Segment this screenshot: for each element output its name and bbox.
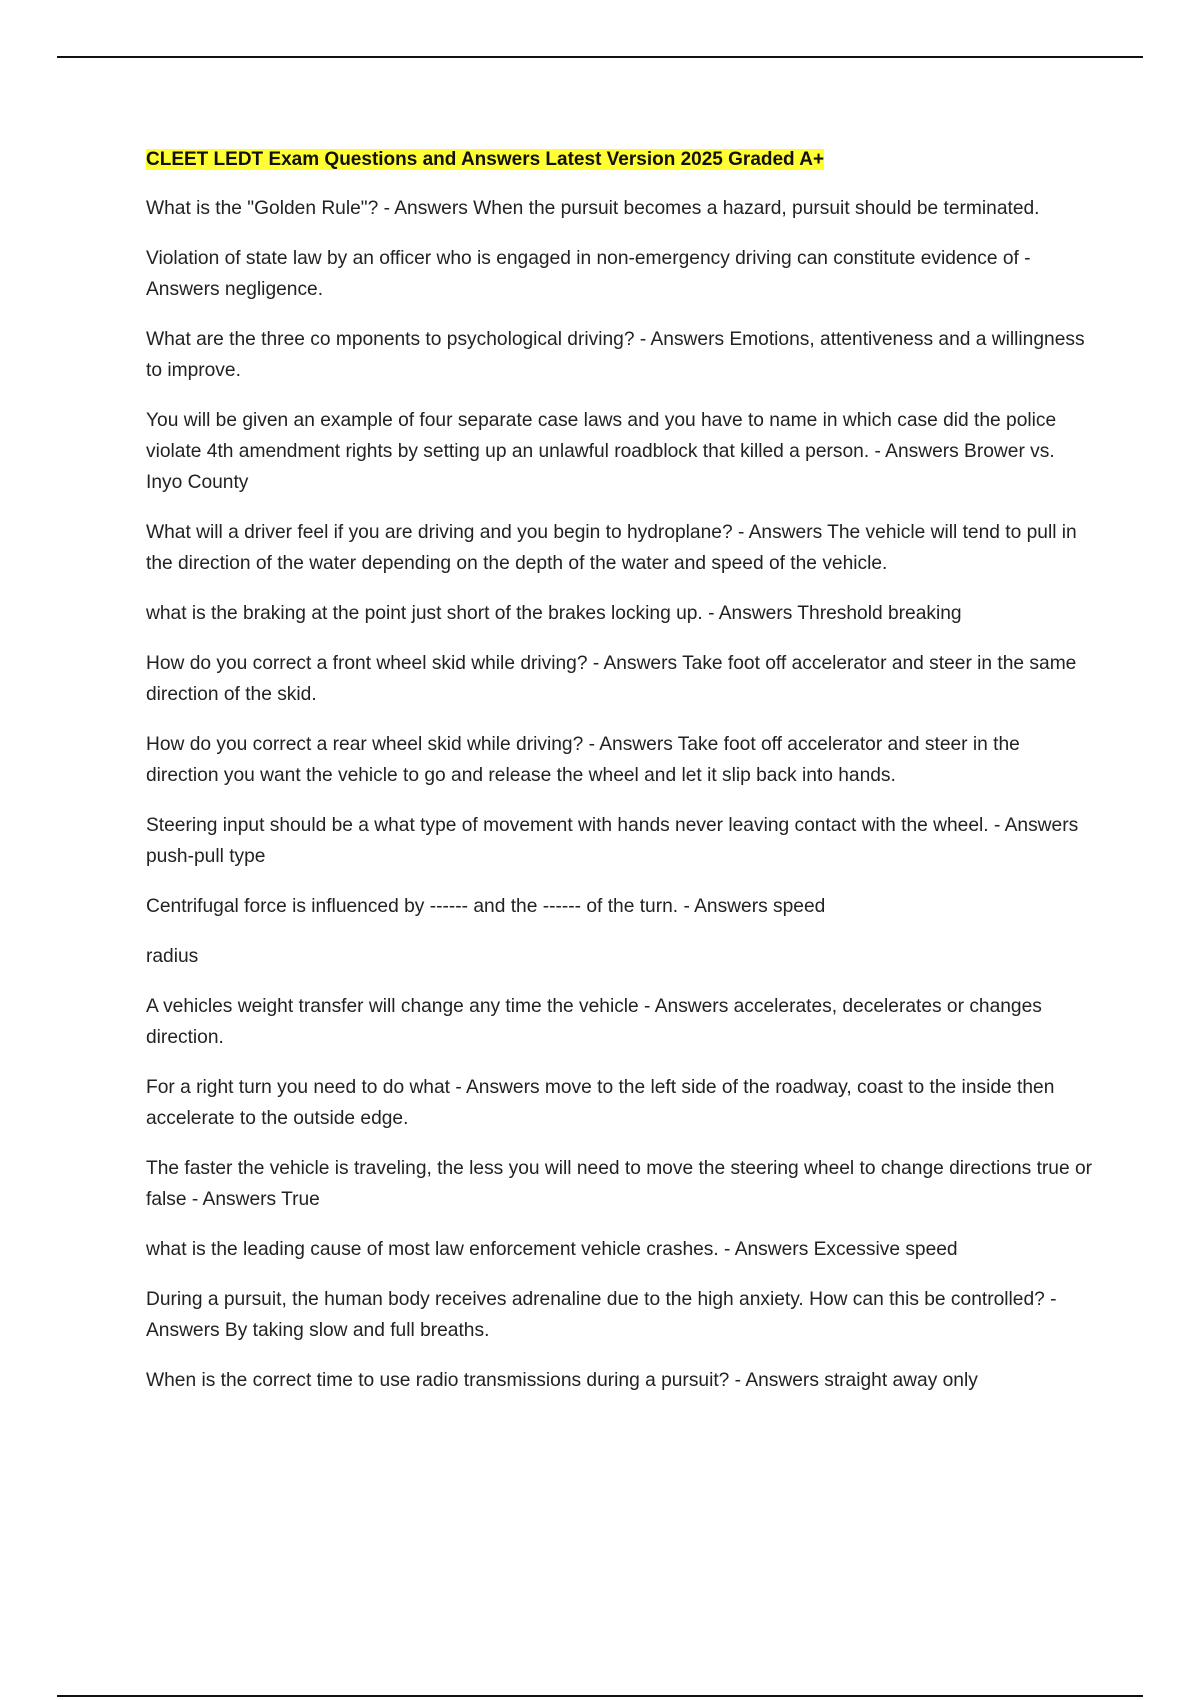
qa-entry: Steering input should be a what type of movement with hands never leaving contact with the wheel. - Answers push-pull type	[146, 815, 1079, 867]
qa-entry: what is the leading cause of most law enforcement vehicle crashes. - Answers Excessive speed	[146, 1239, 958, 1260]
qa-entry: For a right turn you need to do what - Answers move to the left side of the roadway, coast to the inside then accelerate to the outside edge.	[146, 1077, 1055, 1129]
qa-entry: Centrifugal force is influenced by ------ and the ------ of the turn. - Answers speed	[146, 896, 826, 917]
qa-entry: What is the "Golden Rule"? - Answers When the pursuit becomes a hazard, pursuit should be terminated.	[146, 198, 1040, 219]
qa-entry: what is the braking at the point just short of the brakes locking up. - Answers Threshold breaking	[146, 603, 962, 624]
qa-entry: A vehicles weight transfer will change any time the vehicle - Answers accelerates, decelerates or changes direction.	[146, 996, 1042, 1048]
qa-entry: radius	[146, 946, 199, 967]
qa-entry: What are the three co mponents to psychological driving? - Answers Emotions, attentiveness and a willingness to improve.	[146, 329, 1085, 381]
qa-entry: The faster the vehicle is traveling, the less you will need to move the steering wheel to change directions true or false - Answers True	[146, 1158, 1093, 1210]
qa-entry: How do you correct a rear wheel skid while driving? - Answers Take foot off accelerator and steer in the direction you want the vehicle to go and release the wheel and let it slip back into hands.	[146, 734, 1020, 786]
qa-entry: Violation of state law by an officer who is engaged in non-emergency driving can constitute evidence of - Answers negligence.	[146, 248, 1031, 300]
title-block	[146, 145, 1096, 175]
qa-entry: You will be given an example of four separate case laws and you have to name in which case did the police violate 4th amendment rights by setting up an unlawful roadblock that killed a person. - Answers Brower vs. Inyo County	[146, 410, 1057, 493]
qa-entry: When is the correct time to use radio transmissions during a pursuit? - Answers straight away only	[146, 1370, 978, 1391]
document-title: CLEET LEDT Exam Questions and Answers Latest Version 2025 Graded A+	[146, 149, 825, 170]
top-rule	[57, 56, 1143, 58]
qa-entry: What will a driver feel if you are driving and you begin to hydroplane? - Answers The vehicle will tend to pull in the direction of the water depending on the depth of the water and speed of the vehicle.	[146, 522, 1077, 574]
bottom-rule	[57, 1695, 1143, 1697]
qa-entry: How do you correct a front wheel skid while driving? - Answers Take foot off accelerator and steer in the same direction of the skid.	[146, 653, 1077, 705]
document-body	[146, 145, 1096, 1415]
qa-entry: During a pursuit, the human body receives adrenaline due to the high anxiety. How can this be controlled? - Answers By taking slow and full breaths.	[146, 1289, 1057, 1341]
